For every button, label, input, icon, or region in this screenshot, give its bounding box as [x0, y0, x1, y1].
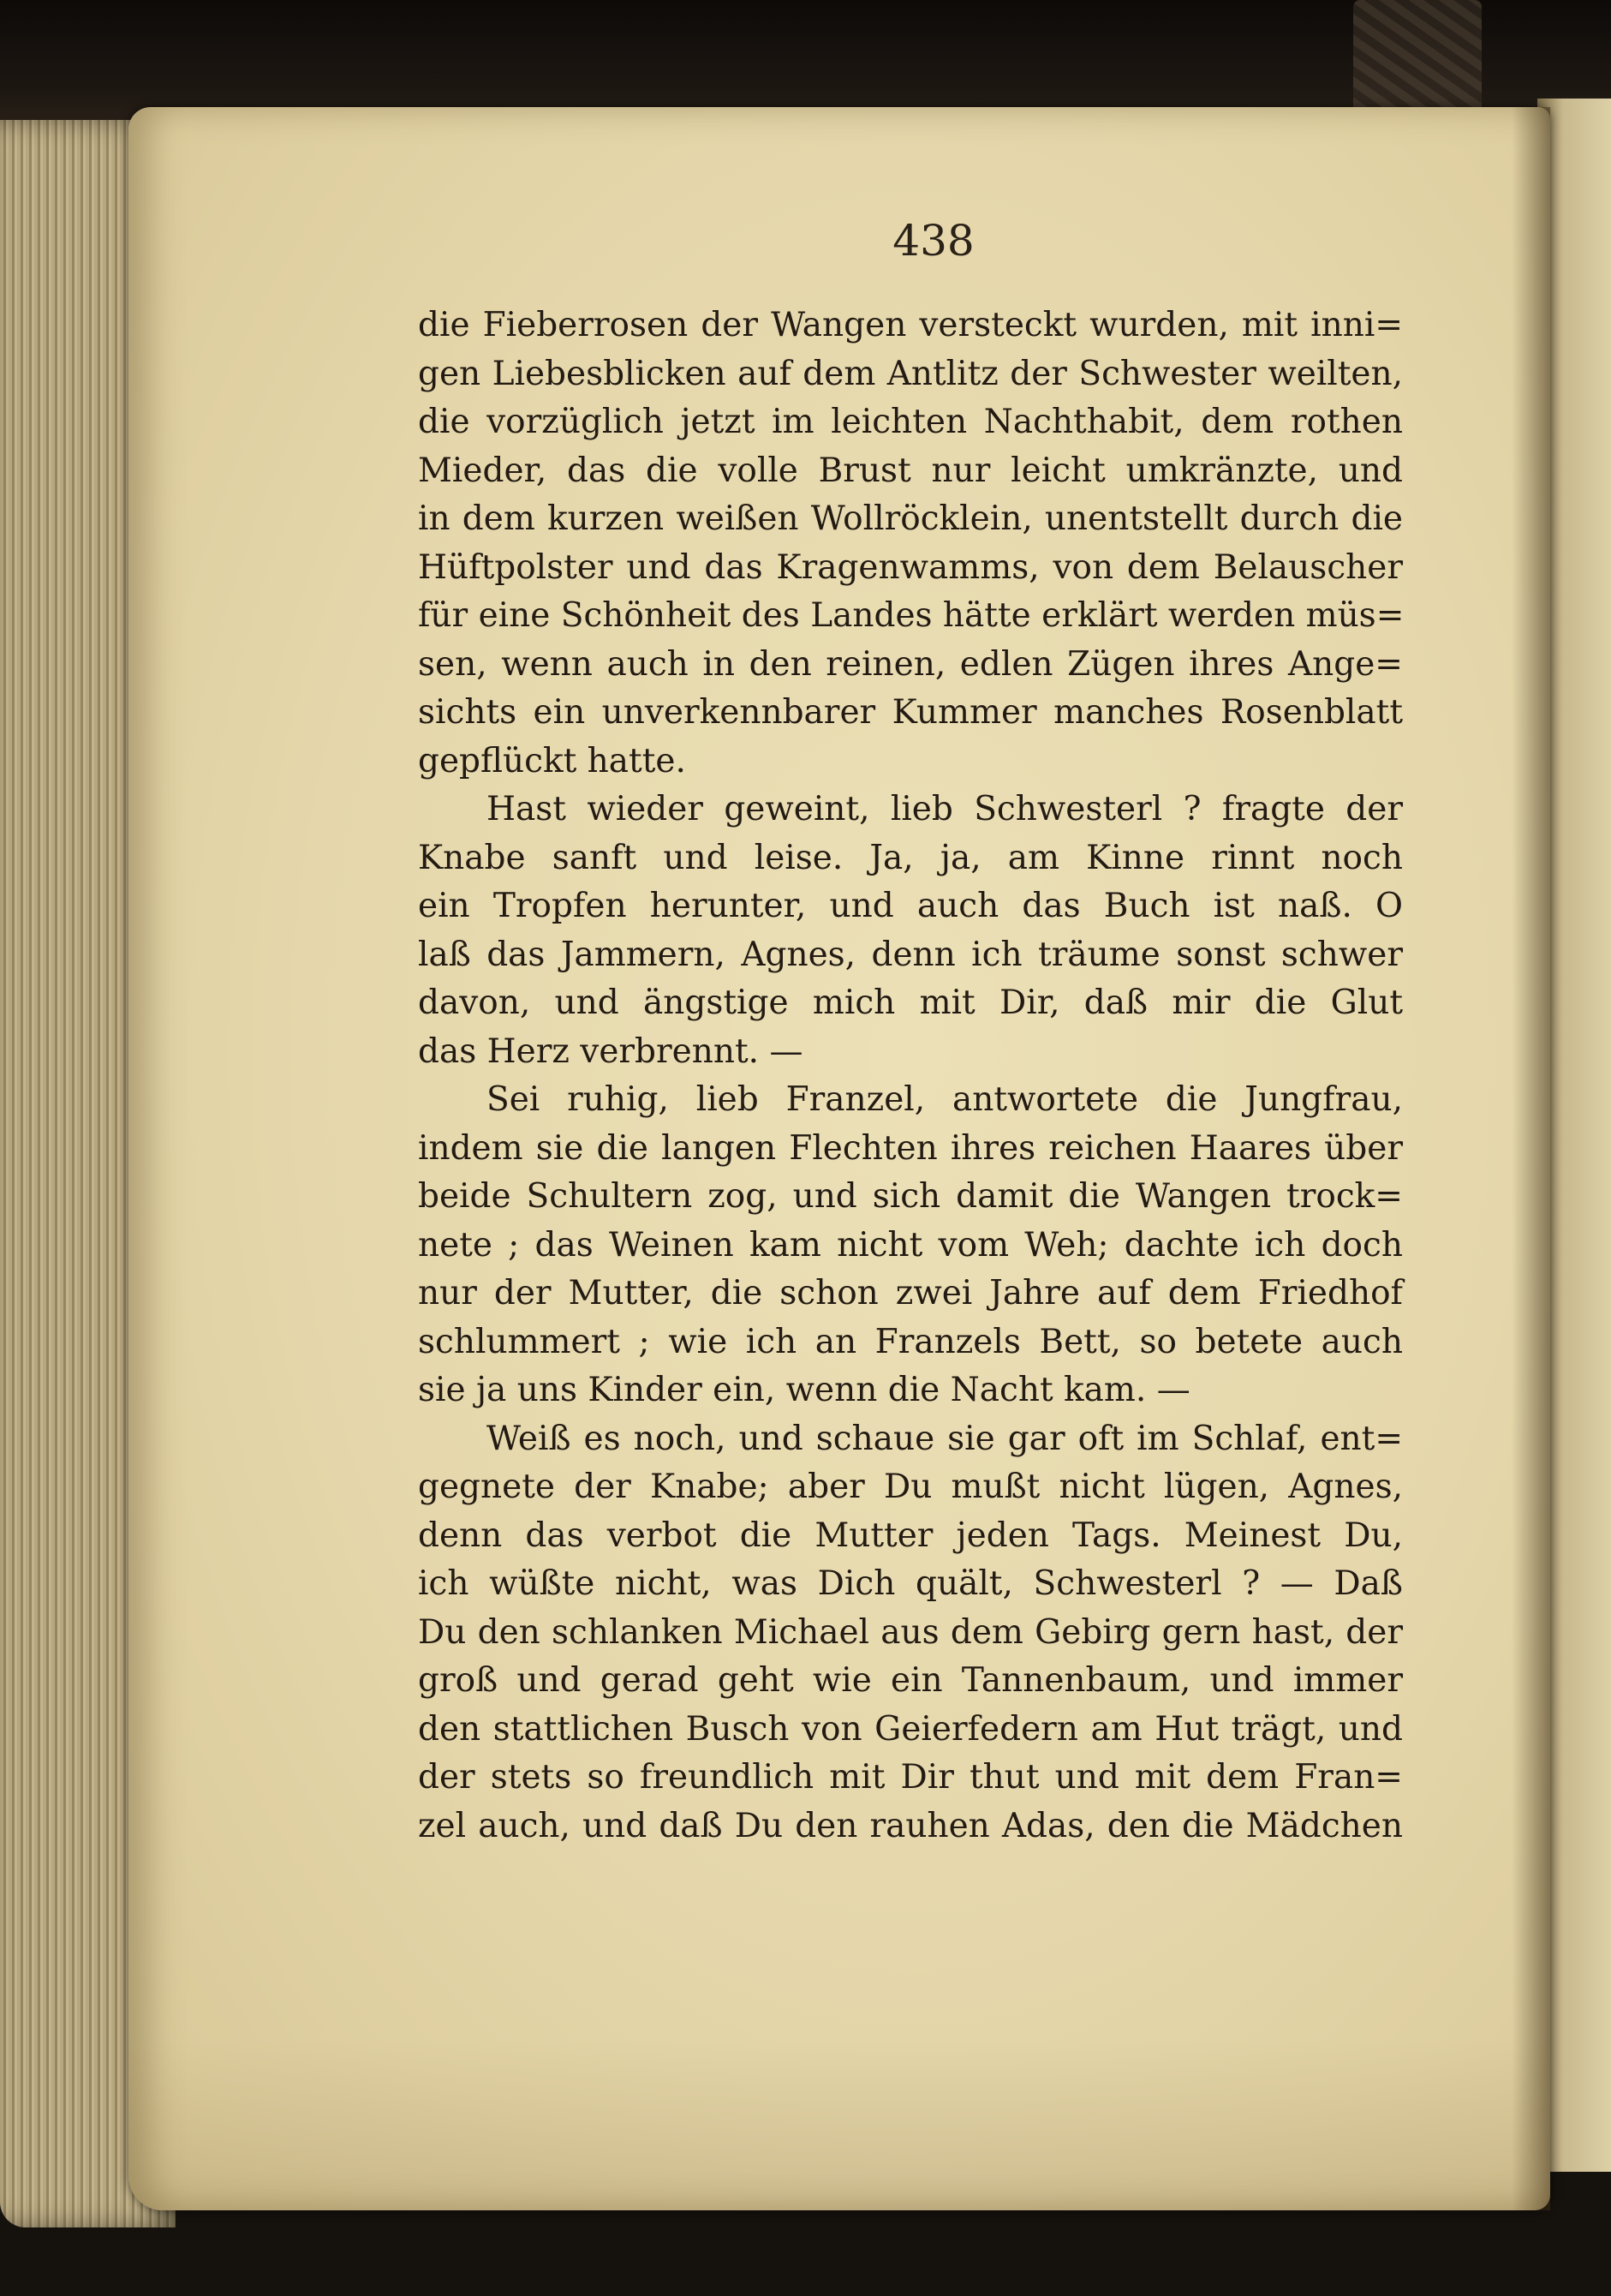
page-gutter-shadow: [1512, 107, 1550, 2210]
text-line: schlummert ; wie ich an Franzels Bett, so betete auch: [418, 1322, 1403, 1361]
text-line: Hast wieder geweint, lieb Schwesterl ? fragte der: [486, 790, 1403, 828]
paragraph: [418, 1076, 1403, 1415]
text-line: denn das verbot die Mutter jeden Tags. Meinest Du,: [418, 1516, 1403, 1555]
text-line: sichts ein unverkennbarer Kummer manches Rosenblatt: [418, 693, 1403, 732]
text-line: zel auch, und daß Du den rauhen Adas, den die Mädchen: [418, 1806, 1403, 1845]
text-line: Mieder, das die volle Brust nur leicht umkränzte, und: [418, 451, 1403, 490]
text-line: die vorzüglich jetzt im leichten Nachthabit, dem rothen: [418, 403, 1403, 441]
text-line: den stattlichen Busch von Geierfedern am Hut trägt, und: [418, 1709, 1403, 1749]
text-line: ein Tropfen herunter, und auch das Buch ist naß. O: [418, 887, 1403, 925]
text-line: gen Liebesblicken auf dem Antlitz der Schwester weilten,: [418, 354, 1403, 393]
text-line: sen, wenn auch in den reinen, edlen Zügen ihres Ange=: [418, 644, 1403, 684]
text-line: Knabe sanft und leise. Ja, ja, am Kinne rinnt noch: [418, 838, 1403, 877]
text-line: die Fieberrosen der Wangen versteckt wurden, mit inni=: [418, 306, 1403, 344]
paragraph: [418, 302, 1403, 786]
text-line: Du den schlanken Michael aus dem Gebirg gern hast, der: [418, 1612, 1403, 1652]
text-line: beide Schultern zog, und sich damit die Wangen trock=: [418, 1177, 1403, 1216]
text-line: davon, und ängstige mich mit Dir, daß mir die Glut: [418, 984, 1403, 1022]
text-line: der stets so freundlich mit Dir thut und mit dem Fran=: [418, 1758, 1403, 1797]
text-line: das Herz verbrennt. —: [418, 1031, 803, 1071]
text-line: nete ; das Weinen kam nicht vom Weh; dachte ich doch: [418, 1225, 1403, 1265]
paragraph: [418, 786, 1403, 1076]
text-line: indem sie die langen Flechten ihres reichen Haares über: [418, 1128, 1403, 1168]
text-line: ich wüßte nicht, was Dich quält, Schwesterl ? — Daß: [418, 1564, 1403, 1603]
text-line: gegnete der Knabe; aber Du mußt nicht lügen, Agnes,: [418, 1468, 1403, 1506]
page-bottom-shade: [128, 2039, 1550, 2210]
text-line: Weiß es noch, und schaue sie gar oft im Schlaf, ent=: [486, 1419, 1403, 1458]
page-number: 438: [892, 216, 975, 266]
paragraph: [418, 1415, 1403, 1851]
text-line: gepflückt hatte.: [418, 741, 686, 780]
text-line: laß das Jammern, Agnes, denn ich träume sonst schwer: [418, 935, 1403, 974]
text-line: sie ja uns Kinder ein, wenn die Nacht kam. —: [418, 1371, 1190, 1409]
text-line: Sei ruhig, lieb Franzel, antwortete die Jungfrau,: [486, 1080, 1403, 1119]
text-line: Hüftpolster und das Kragenwamms, von dem Belauscher: [418, 547, 1403, 587]
text-line: in dem kurzen weißen Wollröcklein, unentstellt durch die: [418, 499, 1403, 538]
body-text: [418, 302, 1403, 1851]
text-line: für eine Schönheit des Landes hätte erklärt werden müs=: [418, 596, 1405, 635]
text-line: groß und gerad geht wie ein Tannenbaum, und immer: [418, 1661, 1403, 1700]
text-line: nur der Mutter, die schon zwei Jahre auf dem Friedhof: [418, 1274, 1403, 1312]
